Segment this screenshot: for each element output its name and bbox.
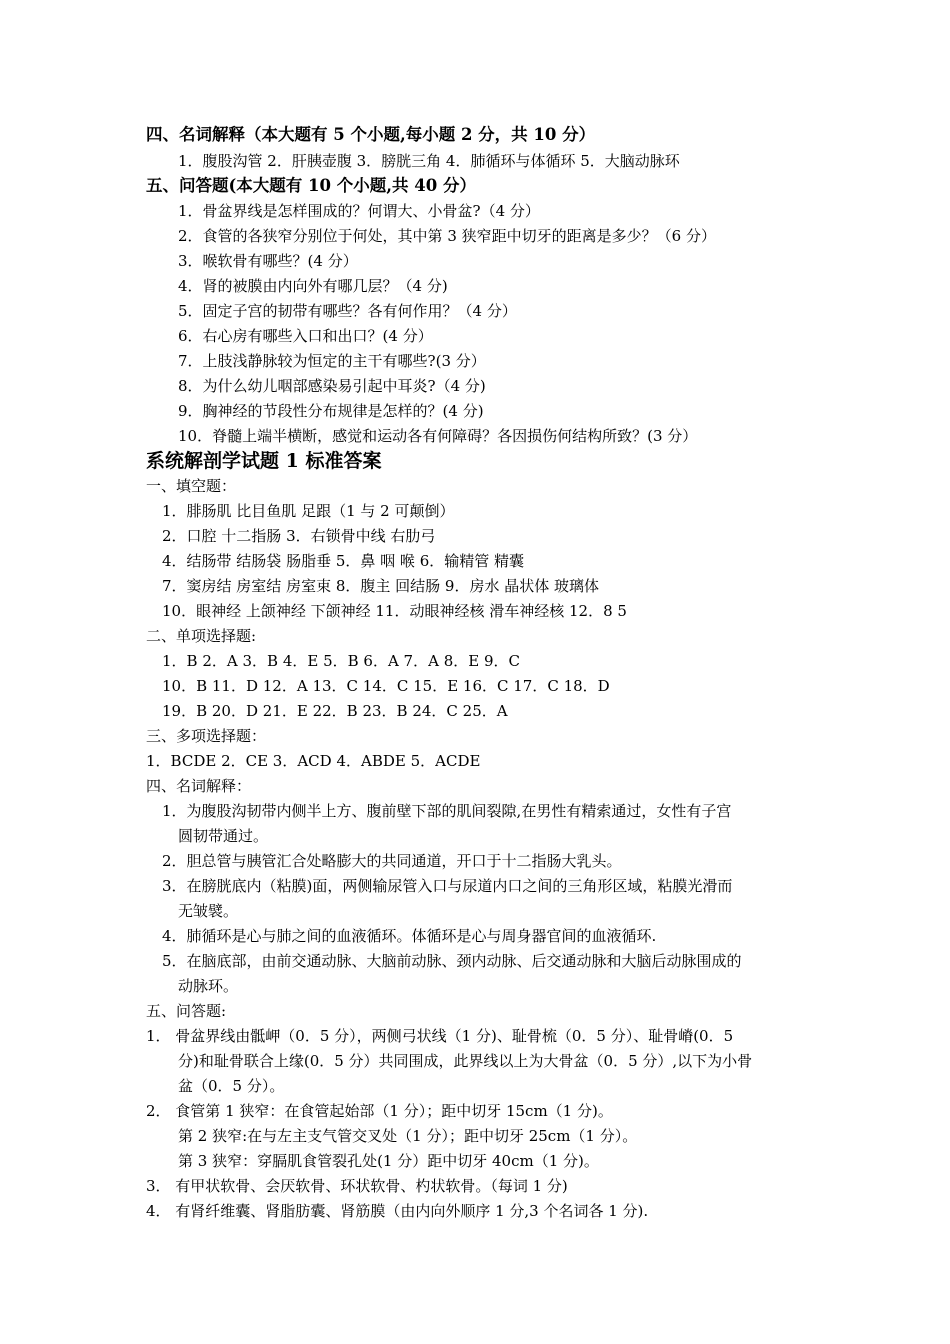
answer-title: 系统解剖学试题 1 标准答案 xyxy=(146,450,382,472)
text-line: 1．腓肠肌 比目鱼肌 足跟（1 与 2 可颠倒） xyxy=(162,502,455,520)
text-line: 4．肾的被膜由内向外有哪几层？（4 分) xyxy=(178,277,448,295)
text-line: 1．BCDE 2．CE 3．ACD 4．ABDE 5．ACDE xyxy=(146,752,481,770)
text-line: 7．上肢浅静脉较为恒定的主干有哪些?(3 分） xyxy=(178,352,486,370)
text-line: 2．胆总管与胰管汇合处略膨大的共同通道，开口于十二指肠大乳头。 xyxy=(162,852,622,870)
text-line: 4．肺循环是心与肺之间的血液循环。体循环是心与周身器官间的血液循环. xyxy=(162,927,657,945)
text-line: 1．骨盆界线是怎样围成的？何谓大、小骨盆?（4 分） xyxy=(178,202,540,220)
text-line: 8．为什么幼儿咽部感染易引起中耳炎?（4 分) xyxy=(178,377,486,395)
text-line: 1．腹股沟管 2．肝胰壶腹 3．膀胱三角 4．肺循环与体循环 5．大脑动脉环 xyxy=(178,152,680,170)
text-line: 盆（0．5 分）。 xyxy=(178,1077,285,1095)
text-line: 1．为腹股沟韧带内侧半上方、腹前壁下部的肌间裂隙,在男性有精索通过，女性有子宫 xyxy=(162,802,732,820)
text-line: 1． 骨盆界线由骶岬（0．5 分），两侧弓状线（1 分)、耻骨梳（0．5 分）、耻骨嵴(0．5 xyxy=(146,1027,734,1045)
text-line: 5．固定子宫的韧带有哪些？各有何作用？（4 分） xyxy=(178,302,517,320)
text-line: 动脉环。 xyxy=(178,977,239,995)
text-line: 3．喉软骨有哪些？(4 分） xyxy=(178,252,358,270)
text-line: 3． 有甲状软骨、会厌软骨、环状软骨、杓状软骨。（每词 1 分) xyxy=(146,1177,568,1195)
text-line: 6．右心房有哪些入口和出口？(4 分） xyxy=(178,327,433,345)
section-heading: 四、名词解释（本大题有 5 个小题,每小题 2 分，共 10 分） xyxy=(146,125,596,144)
section-heading: 五、问答题(本大题有 10 个小题,共 40 分） xyxy=(146,176,476,195)
text-line: 7．窦房结 房室结 房室束 8．腹主 回结肠 9．房水 晶状体 玻璃体 xyxy=(162,577,600,595)
text-line: 9．胸神经的节段性分布规律是怎样的？(4 分) xyxy=(178,402,484,420)
text-line: 10．脊髓上端半横断，感觉和运动各有何障碍？各因损伤何结构所致？(3 分） xyxy=(178,427,698,445)
text-line: 5．在脑底部，由前交通动脉、大脑前动脉、颈内动脉、后交通动脉和大脑后动脉围成的 xyxy=(162,952,742,970)
text-line: 2．食管的各狭窄分别位于何处，其中第 3 狭窄距中切牙的距离是多少？（6 分） xyxy=(178,227,716,245)
text-line: 4．结肠带 结肠袋 肠脂垂 5．鼻 咽 喉 6．输精管 精囊 xyxy=(162,552,525,570)
text-line: 圆韧带通过。 xyxy=(178,827,269,845)
text-line: 二、单项选择题: xyxy=(146,627,257,645)
text-line: 4． 有肾纤维囊、肾脂肪囊、肾筋膜（由内向外顺序 1 分,3 个名词各 1 分). xyxy=(146,1202,649,1220)
text-line: 19．B 20．D 21．E 22．B 23．B 24．C 25．A xyxy=(162,702,508,720)
text-line: 第 2 狭窄:在与左主支气管交叉处（1 分）；距中切牙 25cm（1 分）。 xyxy=(178,1127,638,1145)
text-line: 三、多项选择题： xyxy=(146,727,267,745)
text-line: 无皱襞。 xyxy=(178,902,239,920)
text-line: 1．B 2．A 3．B 4．E 5．B 6．A 7．A 8．E 9．C xyxy=(162,652,520,670)
text-line: 2．口腔 十二指肠 3．右锁骨中线 右肋弓 xyxy=(162,527,436,545)
text-line: 2． 食管第 1 狭窄：在食管起始部（1 分）；距中切牙 15cm（1 分)。 xyxy=(146,1102,613,1120)
text-line: 第 3 狭窄：穿膈肌食管裂孔处(1 分）距中切牙 40cm（1 分)。 xyxy=(178,1152,599,1170)
text-line: 3．在膀胱底内（粘膜)面，两侧输尿管入口与尿道内口之间的三角形区域，粘膜光滑而 xyxy=(162,877,733,895)
text-line: 五、问答题: xyxy=(146,1002,227,1020)
text-line: 分)和耻骨联合上缘(0．5 分）共同围成，此界线以上为大骨盆（0．5 分）,以下为小骨 xyxy=(178,1052,753,1070)
text-line: 10．眼神经 上颌神经 下颌神经 11．动眼神经核 滑车神经核 12．8 5 xyxy=(162,602,627,620)
text-line: 10．B 11．D 12．A 13．C 14．C 15．E 16．C 17．C 18．D xyxy=(162,677,610,695)
text-line: 四、名词解释： xyxy=(146,777,252,795)
text-line: 一、填空题： xyxy=(146,477,237,495)
